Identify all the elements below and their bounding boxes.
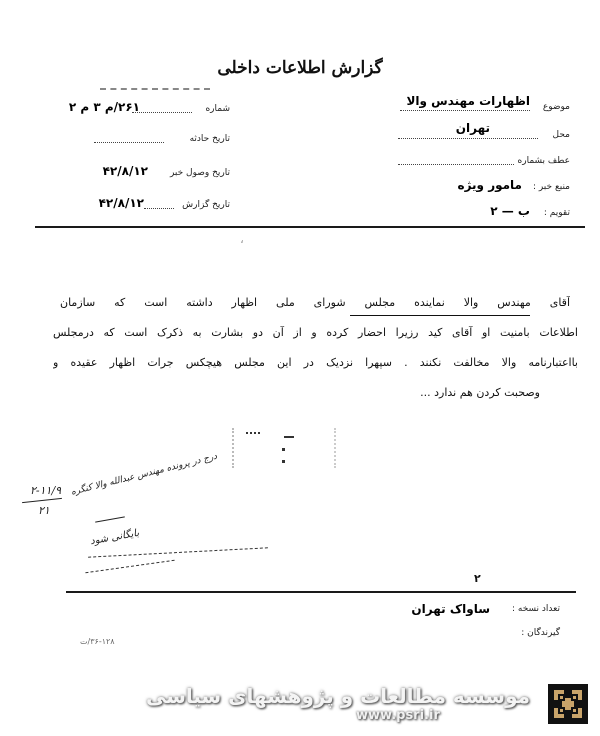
- rating-label: تقویم :: [543, 208, 570, 218]
- institute-url: www.psri.ir: [356, 708, 440, 723]
- copies-value: ساواک تهران: [411, 602, 490, 616]
- top-faint-mark: [100, 88, 210, 90]
- reference-label: عطف بشماره: [517, 156, 570, 166]
- body-line-2: اطلاعات بامنیت او آقای کید رزیرا احضار کرده و از آن دو بشارت به ذکرک است که درمجلس: [53, 326, 578, 339]
- location-label: محل: [552, 130, 570, 140]
- number-label: شماره: [205, 104, 230, 114]
- margin-fraction-bottom: ۲۱: [38, 504, 50, 517]
- institute-name: موسسه مطالعات و پژوهشهای سیاسی: [145, 684, 530, 708]
- page-number: ۲: [474, 572, 481, 585]
- incident-date-label: تاریخ حادثه: [189, 134, 230, 144]
- report-date-label: تاریخ گزارش: [182, 200, 230, 210]
- signature-stroke-2: [85, 560, 174, 574]
- copies-label: تعداد نسخه :: [511, 604, 560, 614]
- institute-logo: [548, 684, 588, 724]
- reference-dotline: [398, 154, 514, 165]
- margin-fraction-bar: [22, 498, 62, 503]
- number-dotline: [132, 102, 192, 113]
- source-label: منبع خبر :: [532, 182, 570, 192]
- logo-icon: [548, 684, 588, 724]
- bottom-reference: ۳۶-۱۲۸/ت: [80, 637, 115, 646]
- body-underline: [350, 315, 530, 316]
- faint-stamp: [232, 428, 336, 468]
- note-underline-stroke: [95, 516, 125, 522]
- header-left: [50, 90, 290, 220]
- header-divider: [35, 226, 505, 228]
- header-right: [330, 96, 570, 246]
- receipt-date-value: ۴۲/۸/۱۲: [102, 164, 148, 178]
- report-date-dotline: [144, 198, 174, 209]
- recipients-label: گیرندگان :: [521, 628, 560, 638]
- handwritten-sign: بایگانی شود: [89, 527, 141, 548]
- body-line-4: وصحبت کردن هم ندارد ...: [420, 386, 540, 399]
- source-value: مامور ویژه: [457, 178, 522, 192]
- document-title: گزارش اطلاعات داخلی: [217, 58, 383, 78]
- faint-mark: ،: [240, 232, 244, 246]
- location-value: تهران: [455, 121, 490, 135]
- margin-fraction-top: ۲-۱۱/۹: [30, 484, 62, 497]
- body-line-3: بااعتبارنامه والا مخالفت نکنند . سپهرا نزدیک در این مجلس هیچکس جرات اظهار عقیده و: [53, 356, 578, 369]
- subject-value: اظهارات مهندس والا: [406, 94, 530, 108]
- subject-label: موضوع: [542, 102, 570, 112]
- incident-date-dotline: [94, 132, 164, 143]
- report-date-value: ۴۲/۸/۱۲: [98, 196, 144, 210]
- signature-stroke-1: [88, 547, 268, 557]
- number-value: ۲۶۱/م ۳ م ۲: [68, 100, 140, 114]
- rating-value: ب — ۲: [490, 204, 530, 218]
- header-divider-right: [440, 226, 585, 228]
- handwritten-note: درج در پرونده مهندس عبدالله والا کنگره: [70, 451, 219, 498]
- body-line-1: آقای مهندس والا نماینده مجلس شورای ملی اظهار داشته است که سازمان: [60, 296, 570, 309]
- receipt-date-label: تاریخ وصول خبر: [169, 168, 230, 178]
- footer-divider: [66, 591, 576, 593]
